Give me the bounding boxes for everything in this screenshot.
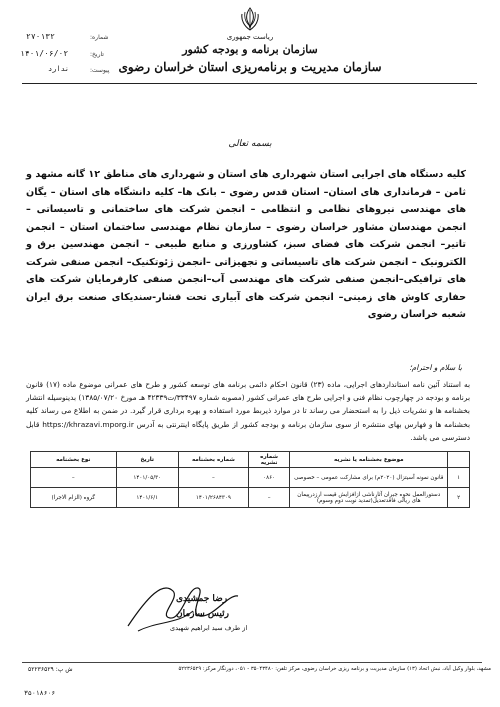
cell-type: گروه (الزام الاجرا) bbox=[31, 488, 117, 508]
cell-subject: دستورالعمل نحوه جبران آثارناشی ازافزایش قیمت ارزدرپیمان های ریالی فاقدتعدیل(تمدید نوبت دوم وسوم) bbox=[290, 488, 448, 508]
letter-date-label: تاریخ: bbox=[90, 51, 104, 58]
cell-date: ۱۴۰۱/۶/۱ bbox=[116, 488, 178, 508]
table-row bbox=[31, 468, 470, 488]
signatory-role: رئیس سازمان bbox=[176, 609, 229, 619]
col-date-header: تاریخ bbox=[116, 452, 178, 468]
table-header-row bbox=[31, 452, 470, 468]
signatory-on-behalf: از طرف سید ابراهیم شهیدی bbox=[170, 624, 248, 632]
organization-name: سازمان برنامه و بودجه کشور bbox=[182, 43, 318, 56]
col-index-header bbox=[448, 452, 470, 468]
cell-circular-number: – bbox=[178, 468, 248, 488]
footer-divider bbox=[22, 662, 482, 663]
col-publication-number-header: شماره نشریه bbox=[248, 452, 289, 468]
besmellah: بسمه تعالی bbox=[228, 139, 272, 149]
signatory-name: رضا جمشیدی bbox=[176, 594, 228, 604]
salutation: با سلام و احترام؛ bbox=[409, 363, 462, 372]
header-divider bbox=[22, 83, 477, 84]
col-circular-number-header: شماره بخشنامه bbox=[178, 452, 248, 468]
cell-circular-number: ۱۴۰۱/۲۶۸۴۳۰۹ bbox=[178, 488, 248, 508]
attachment-label: پیوست: bbox=[90, 67, 110, 74]
letter-number: ۲۷۰۱۳۲ bbox=[26, 32, 55, 41]
table-row bbox=[31, 488, 470, 508]
cell-type: – bbox=[31, 468, 117, 488]
col-subject-header: موضوع بخشنامه یا نشریه bbox=[290, 452, 448, 468]
circulars-table bbox=[30, 451, 470, 508]
letter-date: ۱۴۰۱/۰۶/۰۲ bbox=[20, 49, 69, 58]
footer-postal-code: ش پ: ۵۲۲۳۶۵۲۹ bbox=[28, 666, 73, 673]
iran-emblem-icon bbox=[238, 6, 262, 32]
cell-date: ۱۴۰۱/۰۵/۳۰ bbox=[116, 468, 178, 488]
cell-subject: قانون نمونه آسیتزال (۲۰۲۰م) برای مشارکت عمومی – خصوصی bbox=[290, 468, 448, 488]
cell-index: ۱ bbox=[448, 468, 470, 488]
recipient-list: کلیه دستگاه های اجرایی استان شهرداری های استان و شهرداری های مناطق ۱۲ گانه مشهد و ثامن – فرمانداری های استان– استان قدس رضوی – بانک ها– کلیه دانشگاه های استان – یگان های مهندسی نیروهای نظامی و انتظامی – انجمن شرکت های ساختمانی و تاسیساتی – انجمن مهندسان مشاور خراسان رضوی – سازمان نظام مهندسی ساختمان استان – انجمن تاتیر– انجمن شرکت های فضای سبز، کشاورزی و منابع طبیعی – انجمن مهندسین برق و الکترونیک – انجمن شرکت های تاسیساتی و تجهیزاتی –انجمن ژئوتکنیک– انجمن صنفی شرکت های ترافیکی–انجمن صنفی شرکت های مهندسی آب–انجمن صنفی کارفرمایان شرکت های حفاری کاوش های زمینی– انجمن شرکت های آبیاری تحت فشار-سندیکای صنعت برق ایران شعبه خراسان رضوی bbox=[26, 169, 466, 320]
letter-body: به استناد آئین نامه استانداردهای اجرایی، ماده (۲۳) قانون احکام دائمی برنامه های توسعه کشور و طرح های عمرانی موضوع ماده (۱۷) قانون برنامه و بودجه در چهارچوب نظام فنی و اجرایی طرح های عمرانی کشور (مصوبه شماره ۳۳۴۹۷/ت۴۲۳۳۹ هـ مورخ ۱۳۸۵/۰۷/۲۰) بدینوسیله انتشار بخشنامه ها و نشریات ذیل را به استحضار می رساند تا در موارد ذیربط مورد استفاده و بهره برداری قرار گیرد. در ضمن به اطلاع می رساند کلیه بخشنامه ها و فهارس بهای منتشره از سوی سازمان برنامه و بودجه کشور از طریق پایگاه اینترنتی به آدرس https://khrazavi.mporg.ir قابل دسترسی می باشد. bbox=[26, 380, 471, 442]
cell-index: ۲ bbox=[448, 488, 470, 508]
cell-publication-number: ۰۸۶۰ bbox=[248, 468, 289, 488]
col-type-header: نوع بخشنامه bbox=[31, 452, 117, 468]
document-code: ۳۵۰۱۸۶۰۶ bbox=[24, 689, 56, 697]
cell-publication-number: – bbox=[248, 488, 289, 508]
attachment-value: ندارد bbox=[48, 65, 70, 73]
presidency-label: ریاست جمهوری bbox=[226, 33, 274, 41]
footer-address: مشهد، بلوار وکیل آباد، نبش اتحاد (۱۳) سازمان مدیریت و برنامه ریزی خراسان رضوی، مرکز تلفن: ۳۵۰۴۳۴۸۰ - ۰۵۱، دورنگار مرکز: ۵۲۲۳۶۵۲۹ bbox=[178, 666, 491, 672]
organization-subtitle: سازمان مدیریت و برنامه‌ریزی استان خراسان رضوی bbox=[118, 60, 382, 74]
letter-number-label: شماره: bbox=[90, 34, 109, 41]
